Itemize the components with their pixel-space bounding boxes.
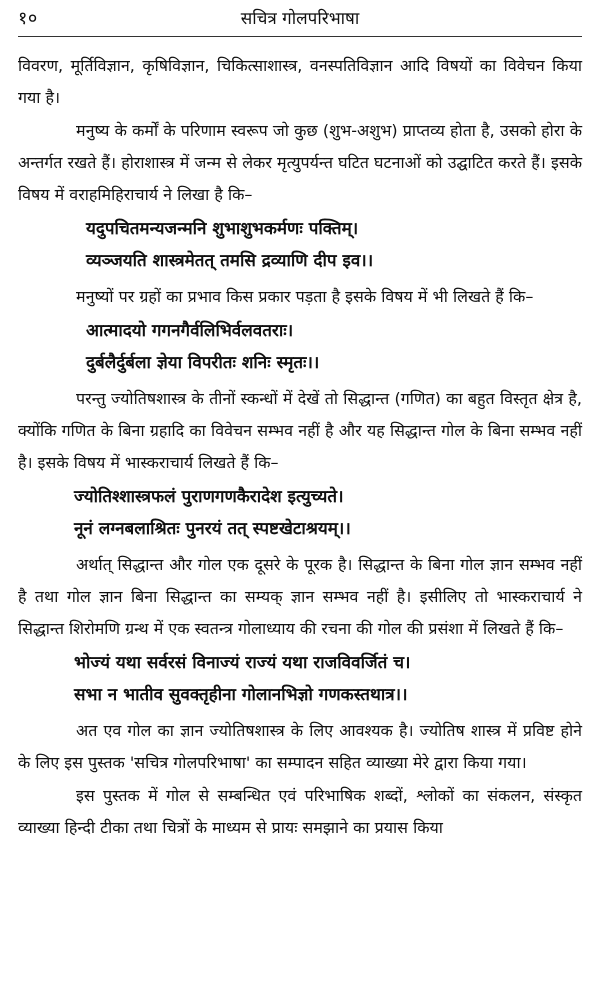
page-header [18,4,582,34]
verse-line: ज्योतिश्शास्त्रफलं पुराणगणकैरादेश इत्युच्यते। [74,487,344,507]
verse-line: आत्मादयो गगनगैर्वलिभिर्वलवतराः। [86,321,294,341]
paragraph-avashyak: अत एव गोल का ज्ञान ज्योतिषशास्त्र के लिए आवश्यक है। ज्योतिष शास्त्र में प्रविष्ट होने के लिए इस पुस्तक 'सचित्र गोलपरिभाषा' का सम्पादन सहित व्याख्या मेरे द्वारा किया गया। [18,721,582,772]
body-text [18,50,582,845]
verse-bhojyam [18,647,582,711]
page-number: १० [18,8,38,29]
verse-line: नूनं लग्नबलाश्रितः पुनरयं तत् स्पष्टखेटाश्रयम्।। [74,519,351,539]
header-rule [18,36,582,37]
paragraph-hora: मनुष्य के कर्मों के परिणाम स्वरूप जो कुछ (शुभ-अशुभ) प्राप्तव्य होता है, उसको होरा के अन्तर्गत रखते हैं। होराशास्त्र में जन्म से लेकर मृत्युपर्यन्त घटित घटनाओं को उद्घाटित करते हैं। इसके विषय में वराहमिहिराचार्य ने लिखा है कि– [18,121,582,204]
paragraph-grahas: मनुष्यों पर ग्रहों का प्रभाव किस प्रकार पड़ता है इसके विषय में भी लिखते हैं कि– [76,287,534,306]
paragraph-sankalan: इस पुस्तक में गोल से सम्बन्धित एवं परिभाषिक शब्दों, श्लोकों का संकलन, संस्कृत व्याख्या हिन्दी टीका तथा चित्रों के माध्यम से प्रायः समझाने का प्रयास किया [18,786,582,837]
paragraph-purak: अर्थात् सिद्धान्त और गोल एक दूसरे के पूरक है। सिद्धान्त के बिना गोल ज्ञान सम्भव नहीं है तथा गोल ज्ञान बिना सिद्धान्त का सम्यक् ज्ञान सम्भव नहीं है। इसीलिए तो भास्कराचार्य ने सिद्धान्त शिरोमणि ग्रन्थ में एक स्वतन्त्र गोलाध्याय की रचना की गोल की प्रसंशा में लिखते हैं कि– [18,555,582,638]
verse-line: यदुपचितमन्यजन्मनि शुभाशुभकर्मणः पक्तिम्। [86,219,359,239]
verse-line: भोज्यं यथा सर्वरसं विनाज्यं राज्यं यथा राजविवर्जितं च। [74,653,411,673]
verse-line: सभा न भातीव सुवक्तृहीना गोलानभिज्ञो गणकस्तथात्र।। [74,685,408,705]
verse-line: दुर्बलैर्दुर्बला ज्ञेया विपरीतः शनिः स्मृतः।। [86,353,320,373]
running-title: सचित्र गोलपरिभाषा [240,9,360,29]
verse-atmadayo [18,315,582,379]
verse-line: व्यञ्जयति शास्त्रमेतत् तमसि द्रव्याणि दीप इव।। [86,251,374,271]
paragraph-continuation: विवरण, मूर्तिविज्ञान, कृषिविज्ञान, चिकित्साशास्त्र, वनस्पतिविज्ञान आदि विषयों का विवेचन किया गया है। [18,56,582,107]
verse-bhaskara [18,481,582,545]
verse-varahamihira [18,213,582,277]
paragraph-siddhanta: परन्तु ज्योतिषशास्त्र के तीनों स्कन्धों में देखें तो सिद्धान्त (गणित) का बहुत विस्तृत क्षेत्र है, क्योंकि गणित के बिना ग्रहादि का विवेचन सम्भव नहीं है और यह सिद्धान्त गोल के बिना सम्भव नहीं है। इसके विषय में भास्कराचार्य लिखते हैं कि– [18,389,582,472]
